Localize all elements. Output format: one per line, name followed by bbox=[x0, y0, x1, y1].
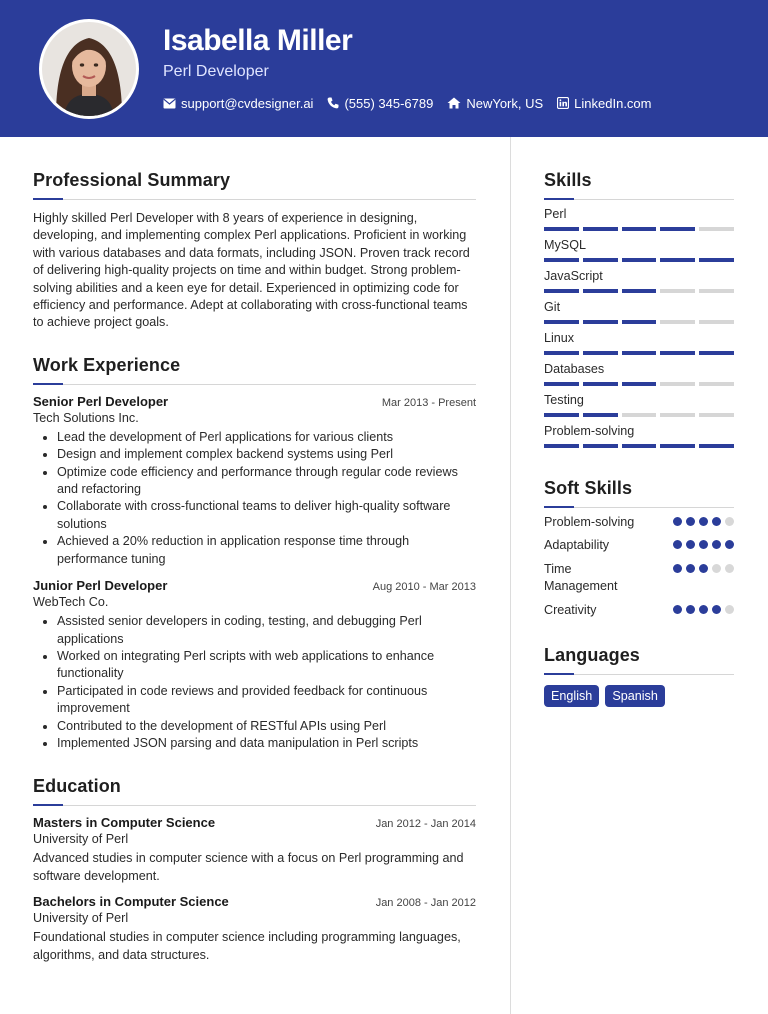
skill-segment-filled bbox=[660, 258, 695, 262]
job-company: WebTech Co. bbox=[33, 595, 109, 610]
skill-segment-filled bbox=[544, 289, 579, 293]
skill-segment-filled bbox=[622, 289, 657, 293]
job-title: Senior Perl Developer bbox=[33, 393, 169, 409]
skill-item bbox=[544, 393, 734, 417]
skill-segment-filled bbox=[699, 258, 734, 262]
skill-level-bar bbox=[544, 413, 734, 417]
skill-segment-filled bbox=[622, 351, 657, 355]
job-date: Mar 2013 - Present bbox=[381, 396, 476, 409]
rating-dot-filled bbox=[699, 517, 708, 526]
skill-segment-empty bbox=[660, 320, 695, 324]
skill-level-bar bbox=[544, 227, 734, 231]
section-rule bbox=[544, 198, 734, 200]
profile-photo bbox=[39, 19, 139, 119]
skill-segment-filled bbox=[544, 258, 579, 262]
soft-skill-rating bbox=[673, 514, 734, 526]
section-rule bbox=[33, 383, 476, 385]
soft-skill-item bbox=[544, 561, 734, 596]
main-column bbox=[33, 170, 476, 964]
skill-segment-filled bbox=[699, 444, 734, 448]
skill-segment-filled bbox=[544, 444, 579, 448]
skill-segment-empty bbox=[699, 382, 734, 386]
contact-location-text: NewYork, US bbox=[466, 95, 544, 111]
job-title: Junior Perl Developer bbox=[33, 578, 168, 594]
rating-dot-empty bbox=[712, 564, 721, 573]
rating-dot-filled bbox=[699, 540, 708, 549]
job-bullets bbox=[33, 429, 476, 568]
skill-segment-empty bbox=[660, 289, 695, 293]
soft-skill-item bbox=[544, 602, 734, 619]
job-bullet: • Contributed to the development of RESTful APIs using Perl bbox=[57, 718, 476, 735]
school-name: University of Perl bbox=[33, 832, 129, 847]
soft-skill-item bbox=[544, 514, 734, 531]
language-tag: English bbox=[544, 685, 599, 707]
soft-skill-item bbox=[544, 537, 734, 554]
skill-segment-filled bbox=[622, 227, 657, 231]
rating-dot-filled bbox=[699, 564, 708, 573]
skill-item bbox=[544, 424, 734, 448]
summary-heading: Professional Summary bbox=[33, 170, 231, 190]
side-column bbox=[544, 170, 734, 707]
skill-segment-filled bbox=[660, 351, 695, 355]
education-entry bbox=[33, 894, 476, 964]
skill-level-bar bbox=[544, 289, 734, 293]
skill-segment-filled bbox=[544, 227, 579, 231]
rating-dot-filled bbox=[686, 540, 695, 549]
skill-segment-filled bbox=[660, 227, 695, 231]
contact-location[interactable] bbox=[447, 96, 543, 111]
skill-name: Problem-solving bbox=[544, 424, 635, 438]
skill-segment-filled bbox=[583, 351, 618, 355]
job-bullet: • Collaborate with cross-functional teams to deliver high-quality software solutions bbox=[57, 498, 476, 533]
soft-skill-name: Time Management bbox=[544, 561, 618, 594]
education-description: Foundational studies in computer science including programming languages, algorithms, and data structures. bbox=[33, 930, 461, 962]
education-date: Jan 2012 - Jan 2014 bbox=[375, 818, 476, 831]
language-list bbox=[544, 685, 734, 707]
languages-heading: Languages bbox=[544, 645, 640, 666]
languages-section bbox=[544, 645, 734, 707]
job-bullets bbox=[33, 613, 476, 752]
skill-segment-empty bbox=[699, 289, 734, 293]
skill-level-bar bbox=[544, 320, 734, 324]
envelope-icon bbox=[163, 98, 176, 109]
contact-email[interactable] bbox=[163, 96, 313, 111]
soft-skill-rating bbox=[673, 602, 734, 614]
school-name: University of Perl bbox=[33, 911, 129, 926]
skill-level-bar bbox=[544, 351, 734, 355]
rating-dot-filled bbox=[673, 540, 682, 549]
candidate-name: Isabella Miller bbox=[163, 24, 353, 57]
experience-heading: Work Experience bbox=[33, 354, 181, 375]
education-heading: Education bbox=[33, 776, 121, 797]
contact-email-text: support@cvdesigner.ai bbox=[181, 95, 314, 111]
skill-item bbox=[544, 331, 734, 355]
skill-name: Databases bbox=[544, 362, 605, 376]
skill-segment-filled bbox=[583, 444, 618, 448]
skill-segment-filled bbox=[699, 351, 734, 355]
job-entry bbox=[33, 578, 476, 752]
skill-segment-empty bbox=[699, 320, 734, 324]
skill-item bbox=[544, 300, 734, 324]
skill-segment-filled bbox=[622, 382, 657, 386]
skill-level-bar bbox=[544, 444, 734, 448]
job-bullet: • Lead the development of Perl applications for various clients bbox=[57, 429, 476, 446]
contact-linkedin-text: LinkedIn.com bbox=[574, 95, 652, 111]
skill-segment-empty bbox=[660, 413, 695, 417]
skill-level-bar bbox=[544, 258, 734, 262]
rating-dot-filled bbox=[712, 605, 721, 614]
skill-item bbox=[544, 238, 734, 262]
job-bullet: • Participated in code reviews and provided feedback for continuous improvement bbox=[57, 683, 476, 718]
portrait-image bbox=[42, 22, 136, 116]
section-rule bbox=[544, 506, 734, 508]
skill-name: Git bbox=[544, 300, 561, 314]
skill-segment-filled bbox=[583, 320, 618, 324]
education-description: Advanced studies in computer science with a focus on Perl programming and software development. bbox=[33, 851, 464, 883]
linkedin-icon bbox=[557, 97, 569, 109]
degree-title: Bachelors in Computer Science bbox=[33, 894, 229, 910]
skill-item bbox=[544, 207, 734, 231]
job-bullet: • Optimize code efficiency and performance through regular code reviews and refactoring bbox=[57, 464, 476, 499]
job-entry bbox=[33, 394, 476, 568]
skill-segment-filled bbox=[660, 444, 695, 448]
contact-phone-text: (555) 345-6789 bbox=[344, 95, 434, 111]
skill-segment-filled bbox=[583, 289, 618, 293]
job-company: Tech Solutions Inc. bbox=[33, 410, 139, 425]
candidate-title: Perl Developer bbox=[163, 63, 269, 80]
rating-dot-filled bbox=[699, 605, 708, 614]
job-bullet: • Worked on integrating Perl scripts with web applications to enhance functionality bbox=[57, 648, 476, 683]
skill-name: MySQL bbox=[544, 238, 586, 252]
rating-dot-empty bbox=[725, 605, 734, 614]
soft-skills-section bbox=[544, 478, 734, 619]
contact-list bbox=[163, 94, 652, 112]
skill-segment-filled bbox=[544, 351, 579, 355]
soft-skills-heading: Soft Skills bbox=[544, 478, 633, 498]
job-date: Aug 2010 - Mar 2013 bbox=[372, 581, 476, 594]
education-date: Jan 2008 - Jan 2012 bbox=[375, 897, 476, 910]
phone-icon bbox=[327, 97, 339, 109]
rating-dot-empty bbox=[725, 517, 734, 526]
skill-segment-filled bbox=[544, 413, 579, 417]
soft-skill-rating bbox=[673, 537, 734, 549]
rating-dot-filled bbox=[673, 564, 682, 573]
job-bullet: • Implemented JSON parsing and data manipulation in Perl scripts bbox=[57, 735, 476, 752]
rating-dot-filled bbox=[673, 517, 682, 526]
skill-segment-filled bbox=[622, 444, 657, 448]
language-tag: Spanish bbox=[605, 685, 665, 707]
skill-segment-filled bbox=[544, 320, 579, 324]
skill-item bbox=[544, 362, 734, 386]
section-rule bbox=[544, 673, 734, 675]
soft-skill-name: Adaptability bbox=[544, 538, 610, 553]
job-bullet: • Design and implement complex backend systems using Perl bbox=[57, 446, 476, 463]
skill-name: Linux bbox=[544, 331, 575, 345]
resume-header bbox=[0, 0, 768, 137]
skill-segment-empty bbox=[660, 382, 695, 386]
summary-text: Highly skilled Perl Developer with 8 years of experience in designing, developing, and implementing complex Perl applications. Proficient in working with various databases and data formats, including JSON. Proven track record of delivering high-quality projects on time and within budget. Strong problem-solving abilities and a keen eye for detail. Experienced in optimizing code for efficiency and performance. Adept at collaborating with cross-functional teams to achieve project goals. bbox=[33, 211, 470, 330]
rating-dot-filled bbox=[673, 605, 682, 614]
skill-segment-empty bbox=[699, 227, 734, 231]
experience-section bbox=[33, 355, 476, 753]
skill-segment-filled bbox=[583, 382, 618, 386]
rating-dot-filled bbox=[686, 564, 695, 573]
soft-skill-name: Creativity bbox=[544, 602, 597, 617]
rating-dot-filled bbox=[712, 540, 721, 549]
job-bullet: • Achieved a 20% reduction in application response time through performance tuning bbox=[57, 533, 476, 568]
rating-dot-filled bbox=[712, 517, 721, 526]
education-section bbox=[33, 776, 476, 964]
rating-dot-filled bbox=[686, 517, 695, 526]
education-entry bbox=[33, 815, 476, 885]
soft-skills-list bbox=[544, 514, 734, 619]
skills-list bbox=[544, 207, 734, 448]
skill-segment-empty bbox=[622, 413, 657, 417]
summary-section bbox=[33, 170, 476, 332]
rating-dot-filled bbox=[725, 540, 734, 549]
contact-phone[interactable] bbox=[327, 96, 433, 111]
skill-segment-empty bbox=[699, 413, 734, 417]
skill-item bbox=[544, 269, 734, 293]
skill-segment-filled bbox=[622, 320, 657, 324]
skill-name: Testing bbox=[544, 393, 584, 407]
contact-linkedin[interactable] bbox=[557, 96, 651, 111]
soft-skill-name: Problem-solving bbox=[544, 515, 635, 529]
skills-section bbox=[544, 170, 734, 448]
skill-name: Perl bbox=[544, 207, 567, 221]
job-bullet: • Assisted senior developers in coding, testing, and debugging Perl applications bbox=[57, 613, 476, 648]
skills-heading: Skills bbox=[544, 170, 592, 190]
column-divider bbox=[510, 137, 511, 1014]
skill-segment-filled bbox=[583, 413, 618, 417]
skill-segment-filled bbox=[544, 382, 579, 386]
skill-level-bar bbox=[544, 382, 734, 386]
home-icon bbox=[447, 97, 461, 109]
degree-title: Masters in Computer Science bbox=[33, 815, 216, 831]
rating-dot-filled bbox=[686, 605, 695, 614]
rating-dot-empty bbox=[725, 564, 734, 573]
skill-segment-filled bbox=[583, 258, 618, 262]
soft-skill-rating bbox=[673, 561, 734, 573]
skill-segment-filled bbox=[622, 258, 657, 262]
skill-name: JavaScript bbox=[544, 269, 603, 283]
skill-segment-filled bbox=[583, 227, 618, 231]
section-rule bbox=[33, 198, 476, 200]
section-rule bbox=[33, 804, 476, 806]
